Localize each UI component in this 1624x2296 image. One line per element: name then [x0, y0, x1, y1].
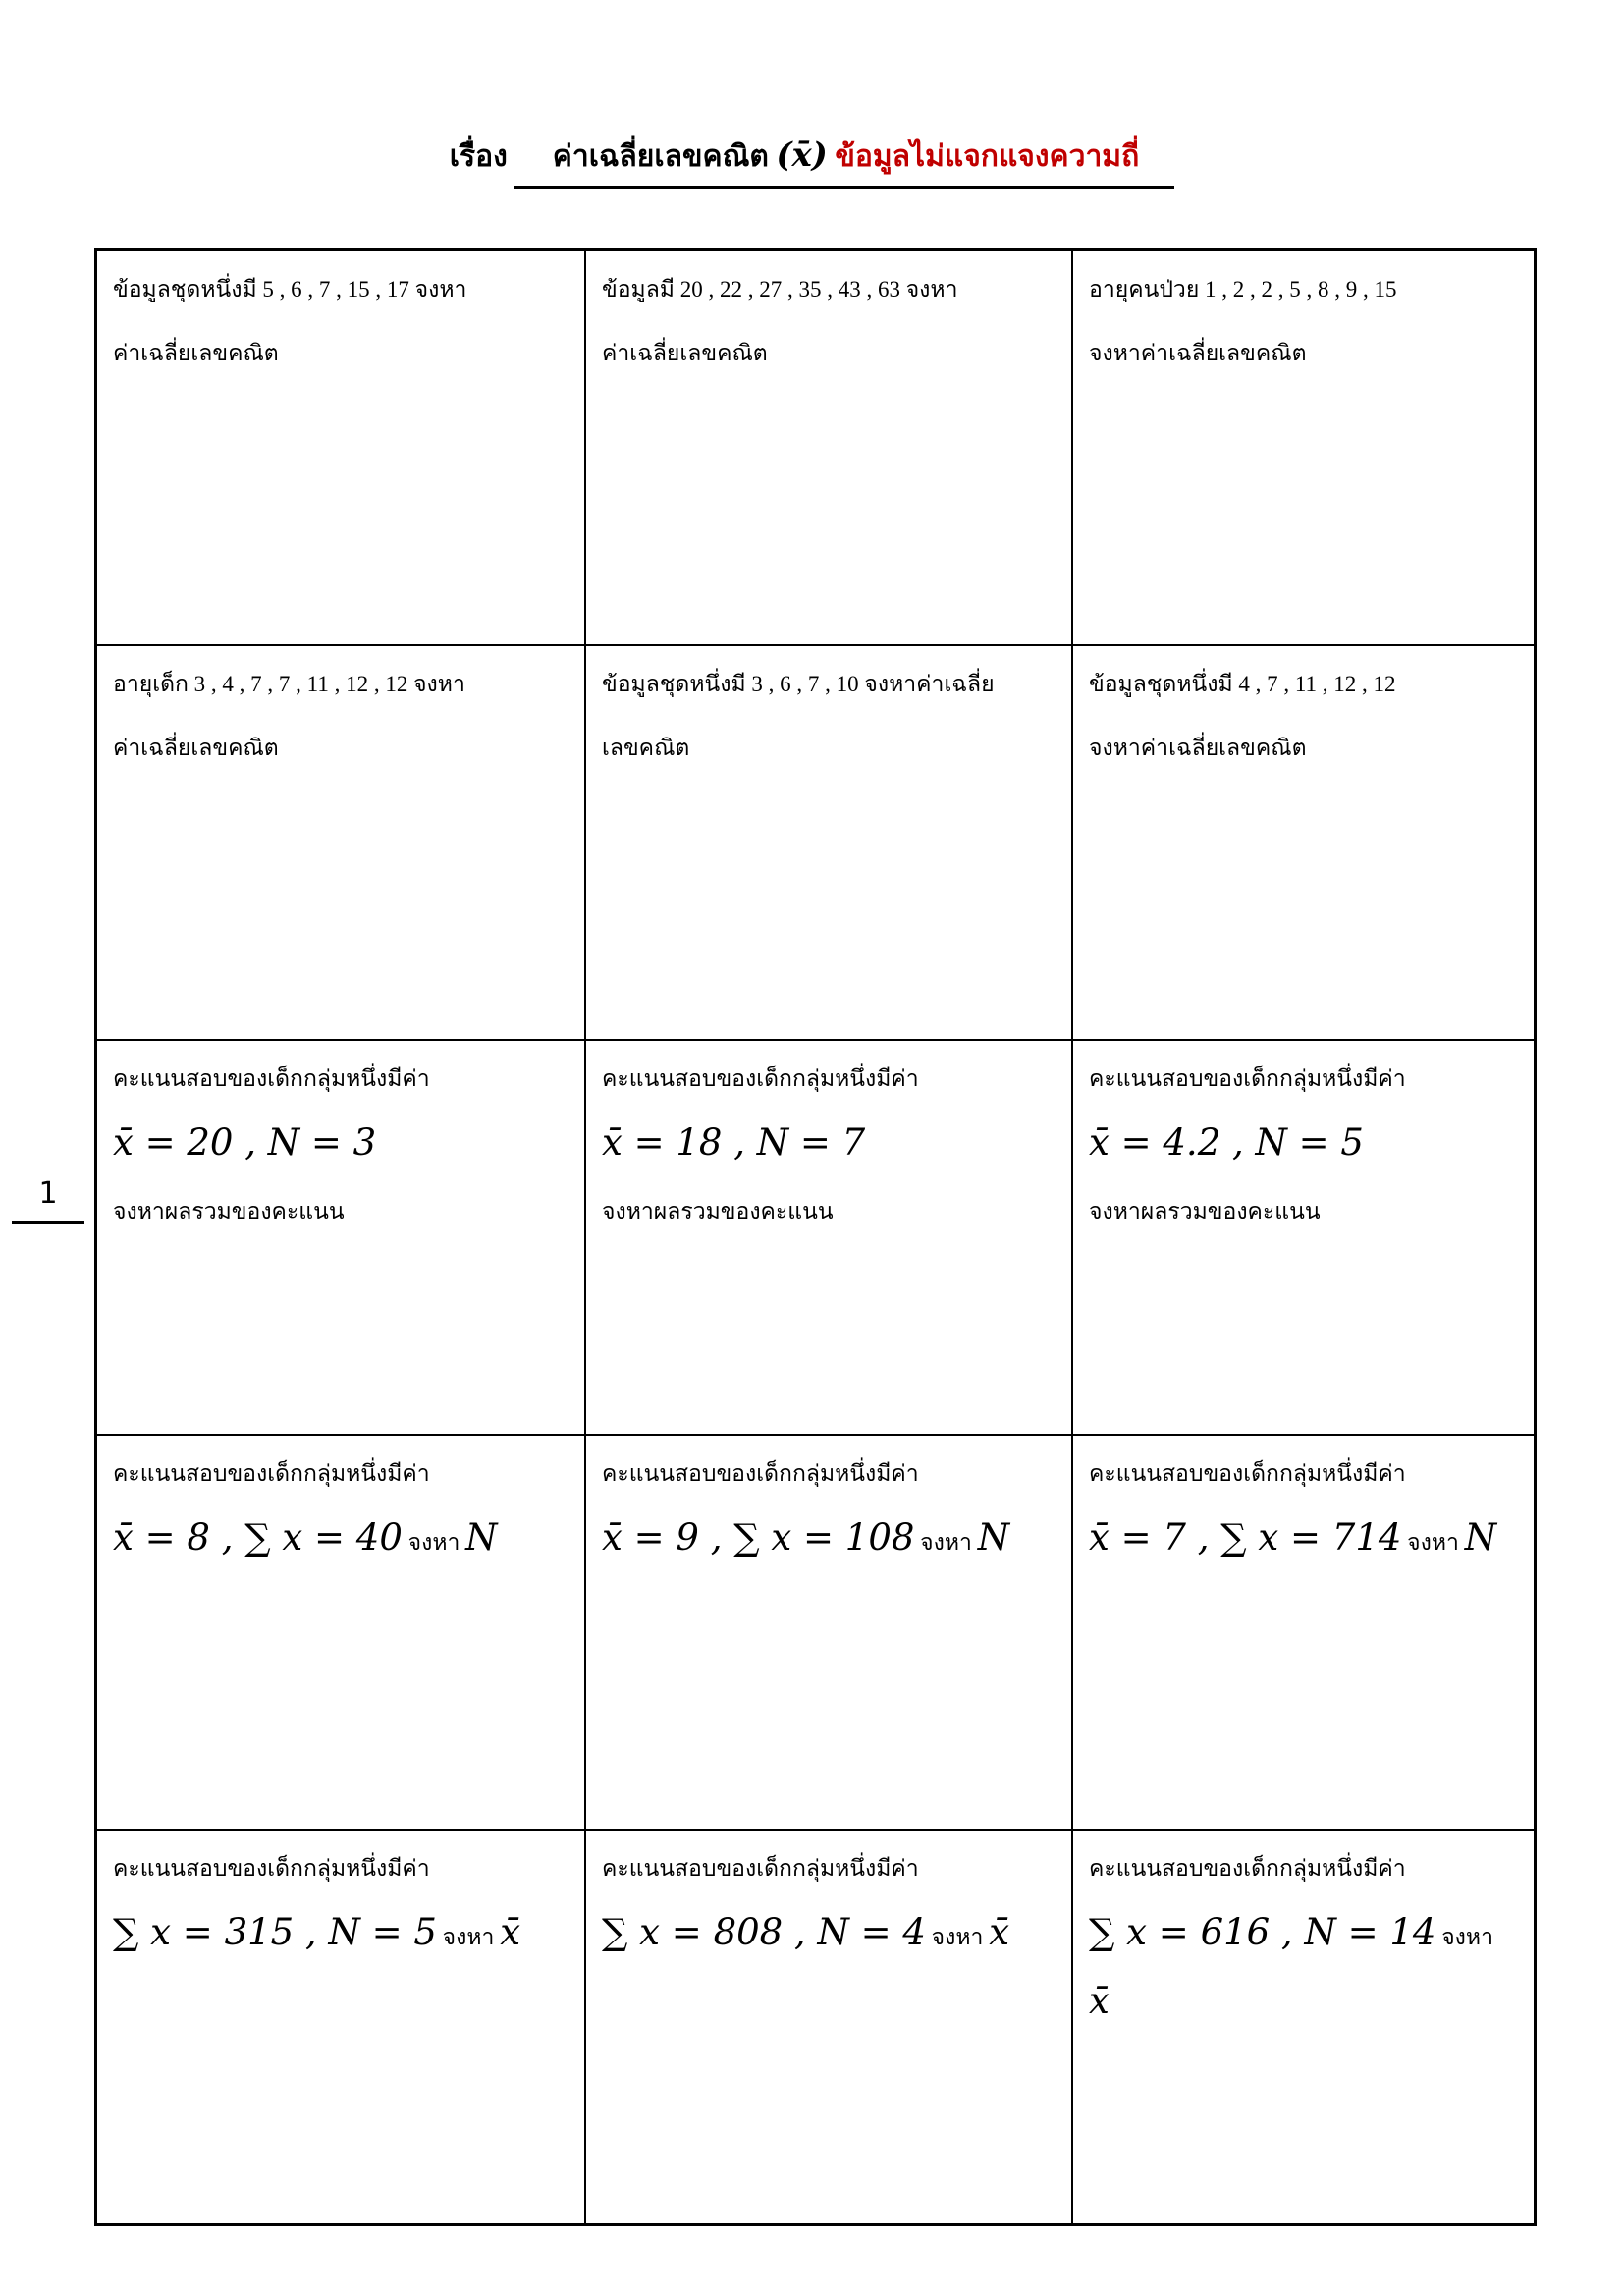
problem-text-line [1089, 1838, 1518, 1902]
math-expression: x̄ = 20 , N = 3 [113, 1121, 377, 1164]
problem-text-line [113, 1113, 568, 1181]
problem-cell-3 [1073, 251, 1534, 644]
problem-text-line [113, 1902, 568, 1971]
problem-cell-7 [97, 1041, 584, 1434]
problem-text: ข้อมูลชุดหนึ่งมี 5 , 6 , 7 , 15 , 17 จงหา [113, 277, 467, 301]
math-expression: N [977, 1516, 1010, 1558]
problem-text-line [113, 1838, 568, 1902]
problem-text: ข้อมูลมี 20 , 22 , 27 , 35 , 43 , 63 จงหา [602, 277, 958, 301]
problem-text: ข้อมูลชุดหนึ่งมี 4 , 7 , 11 , 12 , 12 [1089, 672, 1396, 696]
problem-cell-4 [97, 646, 584, 1039]
math-expression: ∑ x = 616 , N = 14 [1089, 1911, 1436, 1953]
problem-cell-15 [1073, 1831, 1534, 2223]
problem-text: จงหา [1401, 1530, 1465, 1555]
problem-text-line [602, 1181, 1056, 1245]
math-expression: x̄ [1089, 1980, 1110, 2022]
problem-cell-9 [1073, 1041, 1534, 1434]
problem-text-line [602, 1902, 1056, 1971]
problem-text-line [602, 1444, 1056, 1507]
title-underlined-part [514, 134, 1174, 189]
problem-text-line [1089, 1507, 1518, 1576]
problem-cell-13 [97, 1831, 584, 2223]
problem-text: คะแนนสอบของเด็กกลุ่มหนึ่งมีค่า [1089, 1856, 1406, 1881]
math-expression: N [1464, 1516, 1497, 1558]
problem-cell-6 [1073, 646, 1534, 1039]
problem-text-line [113, 259, 568, 323]
worksheet-title [0, 134, 1624, 189]
problem-text-line [1089, 1049, 1518, 1113]
math-expression: x̄ [989, 1911, 1010, 1953]
problem-cell-8 [586, 1041, 1071, 1434]
problem-text-line [602, 1049, 1056, 1113]
math-expression: ∑ x = 808 , N = 4 [602, 1911, 926, 1953]
problem-text: อายุคนป่วย 1 , 2 , 2 , 5 , 8 , 9 , 15 [1089, 277, 1397, 301]
problem-text: คะแนนสอบของเด็กกลุ่มหนึ่งมีค่า [1089, 1066, 1406, 1091]
problem-text: จงหาผลรวมของคะแนน [1089, 1199, 1321, 1224]
title-xbar-math: (x̄) [776, 136, 828, 175]
problem-cell-11 [586, 1436, 1071, 1829]
problem-text-line [1089, 259, 1518, 323]
problem-text: จงหา [925, 1925, 990, 1949]
math-expression: x̄ = 7 , ∑ x = 714 [1089, 1516, 1402, 1558]
problem-cell-14 [586, 1831, 1071, 2223]
problem-cell-12 [1073, 1436, 1534, 1829]
problem-text: จงหาผลรวมของคะแนน [113, 1199, 345, 1224]
problem-text: คะแนนสอบของเด็กกลุ่มหนึ่งมีค่า [113, 1461, 430, 1486]
problem-text-line [602, 323, 1056, 387]
math-expression: ∑ x = 315 , N = 5 [113, 1911, 437, 1953]
problem-text-line [113, 323, 568, 387]
problem-text: จงหา [1435, 1925, 1493, 1949]
problem-text: จงหา [914, 1530, 978, 1555]
problem-text: จงหาค่าเฉลี่ยเลขคณิต [1089, 736, 1307, 760]
problem-text: คะแนนสอบของเด็กกลุ่มหนึ่งมีค่า [1089, 1461, 1406, 1486]
problem-cell-2 [586, 251, 1071, 644]
problem-text: จงหาผลรวมของคะแนน [602, 1199, 834, 1224]
problem-text: คะแนนสอบของเด็กกลุ่มหนึ่งมีค่า [602, 1066, 919, 1091]
problem-text-line [602, 1507, 1056, 1576]
problem-text: ค่าเฉลี่ยเลขคณิต [113, 736, 279, 760]
problem-cell-5 [586, 646, 1071, 1039]
problem-text: อายุเด็ก 3 , 4 , 7 , 7 , 11 , 12 , 12 จงหา [113, 672, 465, 696]
problem-text-line [113, 654, 568, 718]
problem-text: ข้อมูลชุดหนึ่งมี 3 , 6 , 7 , 10 จงหาค่าเฉลี่ย [602, 672, 995, 696]
math-expression: x̄ = 8 , ∑ x = 40 [113, 1516, 403, 1558]
problem-text: จงหา [402, 1530, 466, 1555]
math-expression: x̄ = 9 , ∑ x = 108 [602, 1516, 915, 1558]
problem-text-line [1089, 1902, 1518, 2040]
problem-text: จงหา [436, 1925, 501, 1949]
problem-text-line [113, 718, 568, 782]
problem-text: คะแนนสอบของเด็กกลุ่มหนึ่งมีค่า [113, 1066, 430, 1091]
problem-text: คะแนนสอบของเด็กกลุ่มหนึ่งมีค่า [602, 1856, 919, 1881]
problems-grid [94, 248, 1537, 2226]
problem-text: ค่าเฉลี่ยเลขคณิต [113, 341, 279, 365]
math-expression: x̄ [500, 1911, 521, 1953]
title-topic-black: ค่าเฉลี่ยเลขคณิต [552, 140, 769, 173]
problem-cell-10 [97, 1436, 584, 1829]
problem-text: คะแนนสอบของเด็กกลุ่มหนึ่งมีค่า [602, 1461, 919, 1486]
problem-text-line [602, 654, 1056, 718]
problem-text: เลขคณิต [602, 736, 690, 760]
problem-text-line [1089, 654, 1518, 718]
problem-text-line [602, 259, 1056, 323]
problem-text-line [113, 1049, 568, 1113]
problem-text-line [1089, 718, 1518, 782]
problem-text-line [602, 1838, 1056, 1902]
problem-text: ค่าเฉลี่ยเลขคณิต [602, 341, 768, 365]
problem-cell-1 [97, 251, 584, 644]
problem-text: จงหาค่าเฉลี่ยเลขคณิต [1089, 341, 1307, 365]
problem-text-line [113, 1444, 568, 1507]
problem-text-line [602, 718, 1056, 782]
title-prefix: เรื่อง [449, 140, 508, 173]
math-expression: x̄ = 18 , N = 7 [602, 1121, 866, 1164]
problem-text-line [1089, 1113, 1518, 1181]
problem-text: คะแนนสอบของเด็กกลุ่มหนึ่งมีค่า [113, 1856, 430, 1881]
problem-text-line [113, 1181, 568, 1245]
problem-text-line [113, 1507, 568, 1576]
problem-text-line [1089, 323, 1518, 387]
problem-text-line [1089, 1444, 1518, 1507]
problem-text-line [602, 1113, 1056, 1181]
math-expression: N [465, 1516, 498, 1558]
title-topic-red: ข้อมูลไม่แจกแจงความถี่ [835, 140, 1140, 173]
math-expression: x̄ = 4.2 , N = 5 [1089, 1121, 1364, 1164]
page-number: 1 [12, 1176, 84, 1224]
problem-text-line [1089, 1181, 1518, 1245]
